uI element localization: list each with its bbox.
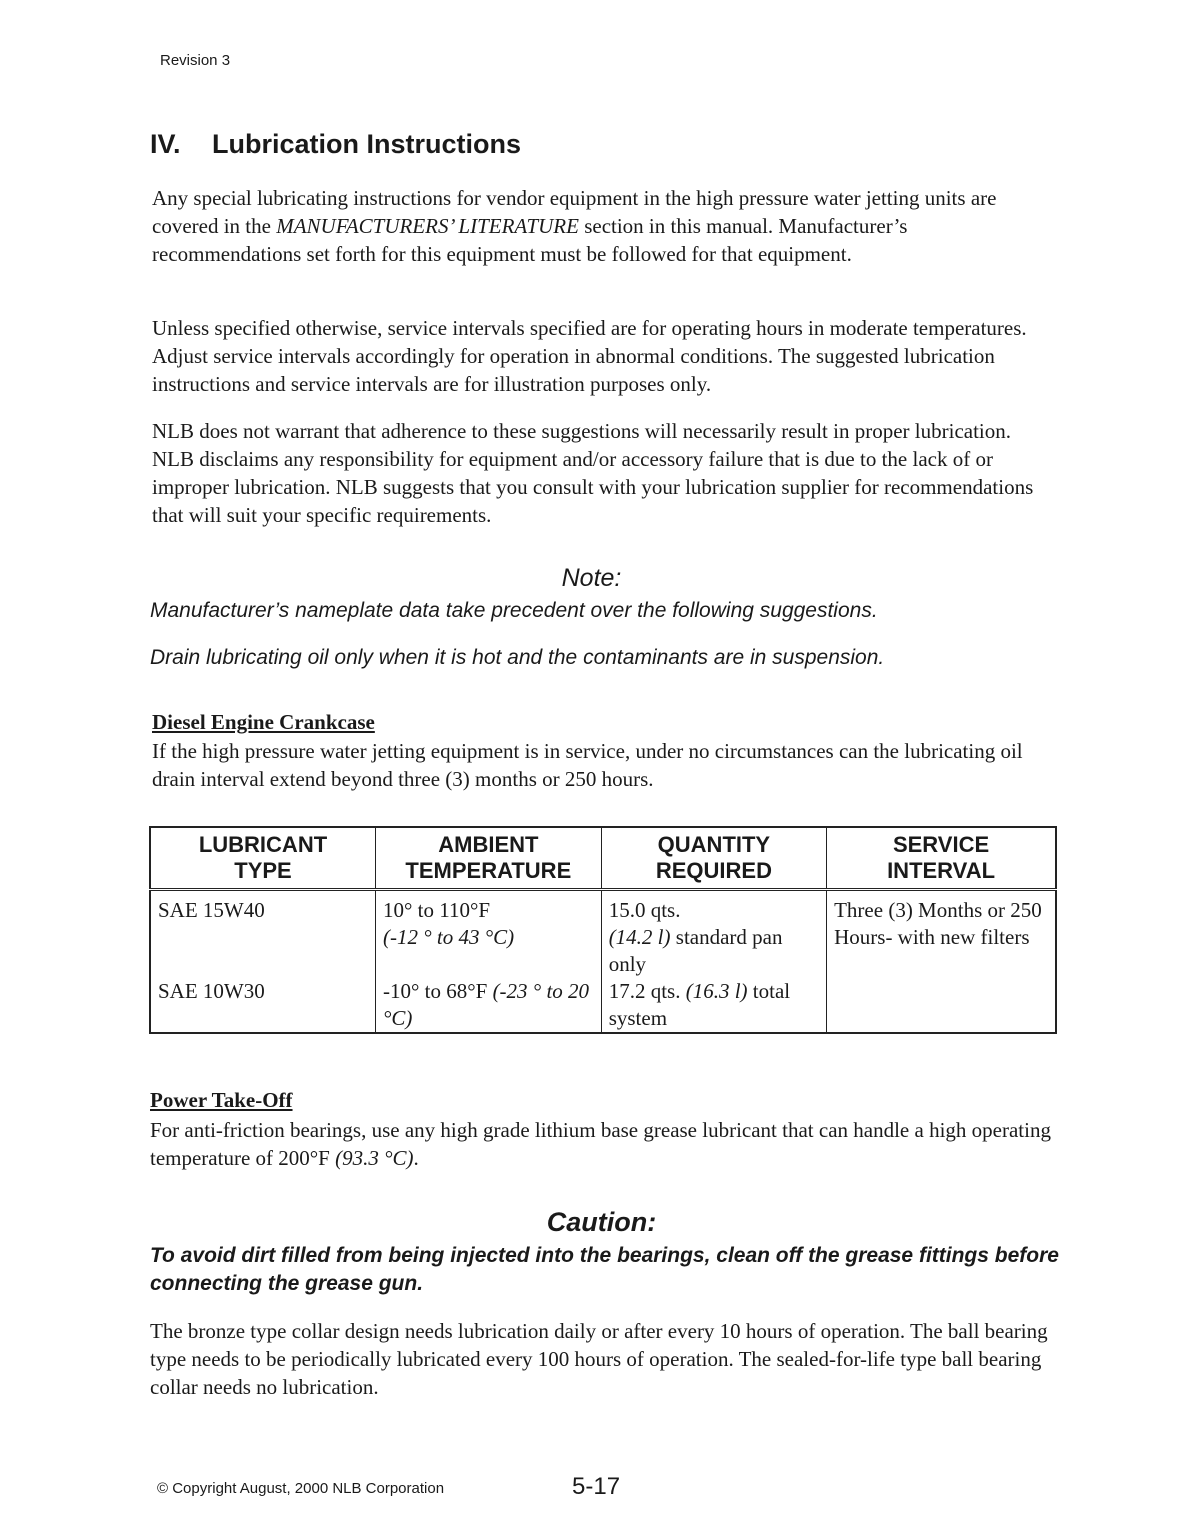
lubrication-table xyxy=(149,826,1057,1034)
section-title: Lubrication Instructions xyxy=(212,129,522,159)
cell-ambient-temperature: -10° to 68°F (-23 ° to 20 °C) xyxy=(376,978,602,1033)
intro-paragraph-2: Unless specified otherwise, service intervals specified are for operating hours in moderate temperatures. Adjust service intervals accordingly for operation in abnormal conditions. The suggested lubrication instructions and service intervals are for illustration purposes only. xyxy=(152,316,1027,396)
manufacturers-literature-ref: MANUFACTURERS’ LITERATURE xyxy=(276,214,579,238)
pto-text: For anti-friction bearings, use any high grade lithium base grease lubricant that can handle a high operating temperature of 200°F (93.3 °C). xyxy=(150,1118,1051,1170)
note-line-1: Manufacturer’s nameplate data take precedent over the following suggestions. xyxy=(150,599,878,622)
cell-quantity-required: 15.0 qts. (14.2 l) standard pan only xyxy=(601,890,826,979)
closing-paragraph: The bronze type collar design needs lubrication daily or after every 10 hours of operation. The ball bearing type needs to be periodically lubricated every 100 hours of operation. The sealed-for-life type ball bearing collar needs no lubrication. xyxy=(150,1319,1048,1399)
page-number: 5-17 xyxy=(572,1473,621,1500)
caution-text: To avoid dirt filled from being injected into the bearings, clean off the grease fittings before connecting the grease gun. xyxy=(150,1244,1059,1295)
cell-ambient-temperature: 10° to 110°F (-12 ° to 43 °C) xyxy=(376,890,602,979)
cell-service-interval: Three (3) Months or 250 Hours- with new filters xyxy=(827,890,1056,1034)
cell-lubricant-type: SAE 15W40 xyxy=(158,898,265,922)
revision-label: Revision 3 xyxy=(160,52,231,69)
footer-copyright: © Copyright August, 2000 NLB Corporation xyxy=(157,1480,445,1497)
cell-lubricant-type: SAE 10W30 xyxy=(158,979,265,1003)
crankcase-heading: Diesel Engine Crankcase xyxy=(152,710,375,734)
pto-temp-celsius: (93.3 °C) xyxy=(335,1146,414,1170)
intro-paragraph-1 xyxy=(152,184,1057,268)
note-line-2: Drain lubricating oil only when it is hot and the contaminants are in suspension. xyxy=(150,646,885,669)
column-header-quantity-required: QUANTITY REQUIRED xyxy=(601,827,826,890)
section-number: IV. xyxy=(150,129,181,159)
caution-title: Caution: xyxy=(546,1207,657,1237)
intro-paragraph-3: NLB does not warrant that adherence to these suggestions will necessarily result in proper lubrication. NLB disclaims any responsibility for equipment and/or accessory failure that is due to the lack of or improper lubrication. NLB suggests that you consult with your lubrication supplier for recommendations that will suit your specific requirements. xyxy=(152,419,1034,527)
pto-heading: Power Take-Off xyxy=(150,1088,293,1112)
column-header-lubricant-type: LUBRICANT TYPE xyxy=(150,827,376,890)
intro-p1-text-b: section in this manual. Manufacturer’s recommendations set forth for this equipment must be followed for that equipment. xyxy=(152,214,908,266)
table-row xyxy=(150,890,1056,979)
intro-p1-text-a: Any special lubricating instructions for vendor equipment in the high pressure water jetting units are covered in the xyxy=(152,186,997,238)
column-header-ambient-temperature: AMBIENT TEMPERATURE xyxy=(376,827,602,890)
crankcase-text: If the high pressure water jetting equipment is in service, under no circumstances can the lubricating oil drain interval extend beyond three (3) months or 250 hours. xyxy=(152,739,1023,791)
note-title: Note: xyxy=(561,564,622,592)
section-heading xyxy=(150,129,521,160)
table-header-row xyxy=(150,827,1056,890)
column-header-service-interval: SERVICE INTERVAL xyxy=(827,827,1056,890)
cell-quantity-required: 17.2 qts. (16.3 l) total system xyxy=(601,978,826,1033)
